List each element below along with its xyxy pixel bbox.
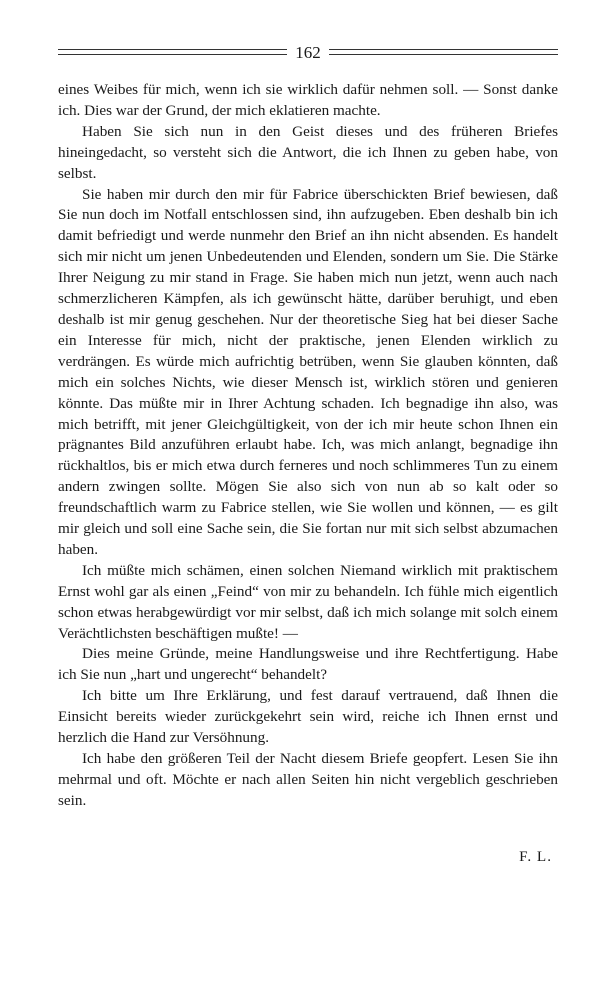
header-rule-left (58, 49, 287, 55)
page-number: 162 (295, 42, 321, 62)
paragraph: Ich müßte mich schämen, einen solchen Niemand wirklich mit praktischem Ernst wohl gar als einen „Feind“ von mir zu behandeln. Ich fühle mich eigentlich schon etwas herabgewürdigt vor mir selbst, daß ich mich solange mit solch einem Verächtlichsten beschäftigen mußte! — (58, 561, 558, 642)
letter-body (58, 80, 558, 812)
paragraph: Sie haben mir durch den mir für Fabrice überschickten Brief bewiesen, daß Sie nun doch im Notfall entschlossen sind, ihn aufzugeben. Eben deshalb bin ich damit befriedigt und werde nunmehr den Brief an ihn nicht absenden. Es handelt sich mir nicht um jenen Unbedeutenden und Elenden, sondern um Sie. Die Stärke Ihrer Neigung zu mir stand in Frage. Sie haben mich nun jetzt, wenn auch nach schmerzlicheren Kämpfen, als ich gewünscht hätte, darüber beruhigt, und eben deshalb ist mir genug geschehen. Nur der theoretische Sieg hat bei dieser Sache ein Interesse für mich, nicht der praktische, jenen Elenden wirklich zu verdrängen. Es würde mich aufrichtig betrüben, wenn Sie glauben könnten, daß mich ein solches Nichts, wie dieser Mensch ist, wirklich stören und genieren könnte. Das müßte mir in Ihrer Achtung schaden. Ich begnadige ihn also, was mich betrifft, mit jener Gleichgültigkeit, von der ich mir heute schon Ihnen ein prägnantes Bild anzuführen erlaubt habe. Ich, was mich anlangt, begnadige ihn rückhaltlos, bis er mich etwa durch ferneres und noch schlimmeres Tun zu einem andern zwingen sollte. Mögen Sie also sich von nun ab so kalt oder so freundschaftlich warm zu Fabrice stellen, wie Sie wollen und können, — es gilt mir gleich und soll eine Sache sein, die Sie fortan nur mit sich selbst abzumachen haben. (58, 185, 558, 558)
paragraph: Ich habe den größeren Teil der Nacht diesem Briefe geopfert. Lesen Sie ihn mehrmal und oft. Möchte er nach allen Seiten hin nicht vergeblich geschrieben sein. (58, 750, 558, 809)
page-header (58, 40, 558, 64)
paragraph: eines Weibes für mich, wenn ich sie wirklich dafür nehmen soll. — Sonst danke ich. Dies war der Grund, der mich eklatieren machte. (58, 81, 558, 119)
paragraph: Haben Sie sich nun in den Geist dieses und des früheren Briefes hineingedacht, so versteht sich die Antwort, die ich Ihnen zu geben habe, von selbst. (58, 122, 558, 182)
paragraph: Ich bitte um Ihre Erklärung, und fest darauf vertrauend, daß Ihnen die Einsicht bereits wieder zurückgekehrt sein wird, reiche ich Ihnen ernst und herzlich die Hand zur Versöhnung. (58, 687, 558, 747)
paragraph: Dies meine Gründe, meine Handlungsweise und ihre Rechtfertigung. Habe ich Sie nun „hart und ungerecht“ behandelt? (58, 645, 558, 684)
signature: F. L. (519, 848, 552, 865)
header-rule-right (329, 49, 558, 55)
